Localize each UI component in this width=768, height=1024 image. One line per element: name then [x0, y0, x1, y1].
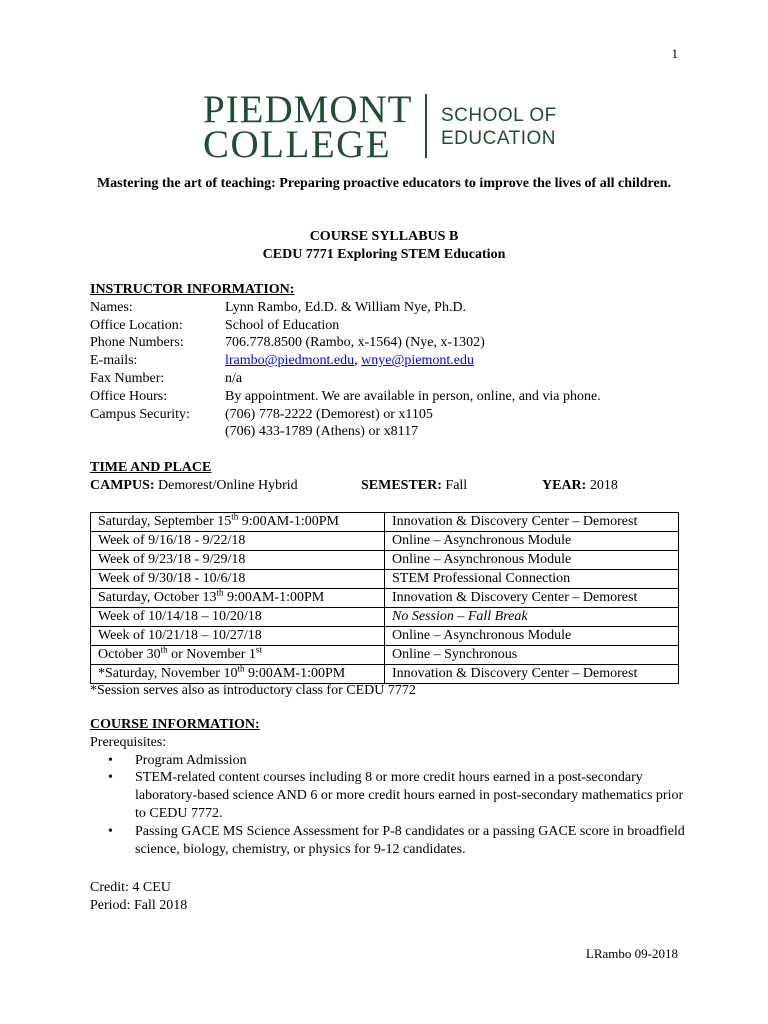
email-link-nye[interactable]: wnye@piemont.edu	[361, 353, 474, 369]
names-row	[90, 299, 690, 317]
logo-line-college: COLLEGE	[203, 123, 392, 166]
semester	[361, 477, 467, 495]
schedule-table	[90, 512, 679, 684]
logo-wordmark	[203, 88, 413, 166]
table-row	[91, 608, 679, 627]
office-hours-label: Office Hours:	[90, 388, 168, 404]
table-row	[91, 570, 679, 589]
schedule-place: Innovation & Discovery Center – Demorest	[385, 589, 679, 608]
office-label: Office Location:	[90, 317, 183, 333]
course-title: CEDU 7771 Exploring STEM Education	[262, 247, 506, 262]
schedule-place: Innovation & Discovery Center – Demorest	[385, 513, 679, 532]
schedule-date: *Saturday, November 10th 9:00AM-1:00PM	[91, 665, 385, 684]
fax-label: Fax Number:	[90, 370, 165, 386]
email-link-rambo[interactable]: lrambo@piedmont.edu	[225, 353, 355, 369]
period: Period: Fall 2018	[90, 897, 188, 913]
table-row	[91, 665, 679, 684]
time-and-place	[90, 459, 690, 495]
campus	[90, 477, 298, 495]
phone-row	[90, 334, 690, 352]
instructor-information	[90, 281, 690, 441]
course-info-heading	[90, 716, 690, 734]
page-number: 1	[671, 46, 678, 61]
schedule-note: *Session serves also as introductory class for CEDU 7772	[90, 683, 416, 698]
syllabus-header	[90, 228, 678, 264]
logo-school-of: SCHOOL OF	[441, 105, 557, 126]
schedule-date: Week of 9/23/18 - 9/29/18	[91, 551, 385, 570]
semester-value: Fall	[441, 477, 468, 493]
schedule-place: Online – Asynchronous Module	[385, 627, 679, 646]
phone-label: Phone Numbers:	[90, 335, 184, 351]
logo-education: EDUCATION	[441, 128, 556, 149]
fax-value: n/a	[225, 370, 243, 386]
schedule-date: Saturday, September 15th 9:00AM-1:00PM	[91, 513, 385, 532]
tagline: Mastering the art of teaching: Preparing proactive educators to improve the lives of all children.	[96, 176, 672, 191]
schedule-date: Week of 9/30/18 - 10/6/18	[91, 570, 385, 589]
table-row	[91, 627, 679, 646]
year-label: YEAR:	[542, 477, 587, 493]
semester-label: SEMESTER:	[361, 477, 442, 493]
security-demorest: (706) 778-2222 (Demorest) or x1105	[225, 406, 433, 422]
list-item: • Program Admission	[135, 752, 690, 770]
instructor-heading-text: INSTRUCTOR INFORMATION:	[90, 282, 295, 297]
phone-value: 706.778.8500 (Rambo, x-1564) (Nye, x-1302)	[225, 335, 485, 351]
schedule-place: Innovation & Discovery Center – Demorest	[385, 665, 679, 684]
office-row	[90, 317, 690, 335]
office-value: School of Education	[225, 317, 340, 333]
schedule-date: Week of 10/14/18 – 10/20/18	[91, 608, 385, 627]
names-label: Names:	[90, 299, 133, 315]
credit: Credit: 4 CEU	[90, 880, 171, 895]
list-item: • Passing GACE MS Science Assessment for P-8 candidates or a passing GACE score in broadfield science, biology, chemistry, or physics for 9-12 candidates.	[135, 823, 690, 859]
table-row	[91, 532, 679, 551]
schedule-place: Online – Asynchronous Module	[385, 551, 679, 570]
table-row	[91, 551, 679, 570]
logo-divider	[425, 94, 427, 158]
schedule-place: STEM Professional Connection	[385, 570, 679, 589]
instructor-heading	[90, 281, 690, 299]
footer-revision: LRambo 09-2018	[585, 946, 678, 961]
credit-period	[90, 879, 187, 915]
course-info-heading-text: COURSE INFORMATION:	[90, 717, 260, 732]
table-row	[91, 513, 679, 532]
table-row	[91, 589, 679, 608]
email-separator: ,	[354, 353, 362, 369]
office-hours-row	[90, 388, 690, 406]
security-row	[90, 406, 690, 442]
security-value	[225, 406, 433, 442]
schedule-place: Online – Asynchronous Module	[385, 532, 679, 551]
prerequisites-label: Prerequisites:	[90, 734, 167, 750]
schedule-date: Week of 10/21/18 – 10/27/18	[91, 627, 385, 646]
schedule-date: Week of 9/16/18 - 9/22/18	[91, 532, 385, 551]
table-row	[91, 646, 679, 665]
emails-label: E-mails:	[90, 353, 138, 369]
campus-label: CAMPUS:	[90, 477, 155, 493]
list-item: • STEM-related content courses including 8 or more credit hours earned in a post-secondary laboratory-based science AND 6 or more credit hours earned in post-secondary mathematics prior to CEDU 7772.	[135, 769, 690, 822]
schedule-place: No Session – Fall Break	[385, 608, 679, 627]
schedule-date: Saturday, October 13th 9:00AM-1:00PM	[91, 589, 385, 608]
names-value: Lynn Rambo, Ed.D. & William Nye, Ph.D.	[225, 299, 467, 315]
campus-value: Demorest/Online Hybrid	[154, 477, 298, 493]
schedule-date: October 30th or November 1st	[91, 646, 385, 665]
emails-value	[225, 352, 474, 370]
syllabus-title: COURSE SYLLABUS B	[309, 229, 459, 244]
office-hours-value: By appointment. We are available in person, online, and via phone.	[225, 388, 601, 404]
year	[542, 477, 618, 495]
security-athens: (706) 433-1789 (Athens) or x8117	[225, 424, 419, 440]
prerequisites-list	[90, 752, 690, 859]
logo-line-piedmont: PIEDMONT	[203, 88, 413, 131]
emails-row	[90, 352, 690, 370]
time-place-heading: TIME AND PLACE	[90, 460, 212, 475]
campus-row	[90, 477, 690, 495]
course-information	[90, 716, 690, 858]
logo-school-name	[441, 104, 557, 150]
security-label: Campus Security:	[90, 406, 190, 422]
fax-row	[90, 370, 690, 388]
schedule-place: Online – Synchronous	[385, 646, 679, 665]
year-value: 2018	[586, 477, 618, 493]
